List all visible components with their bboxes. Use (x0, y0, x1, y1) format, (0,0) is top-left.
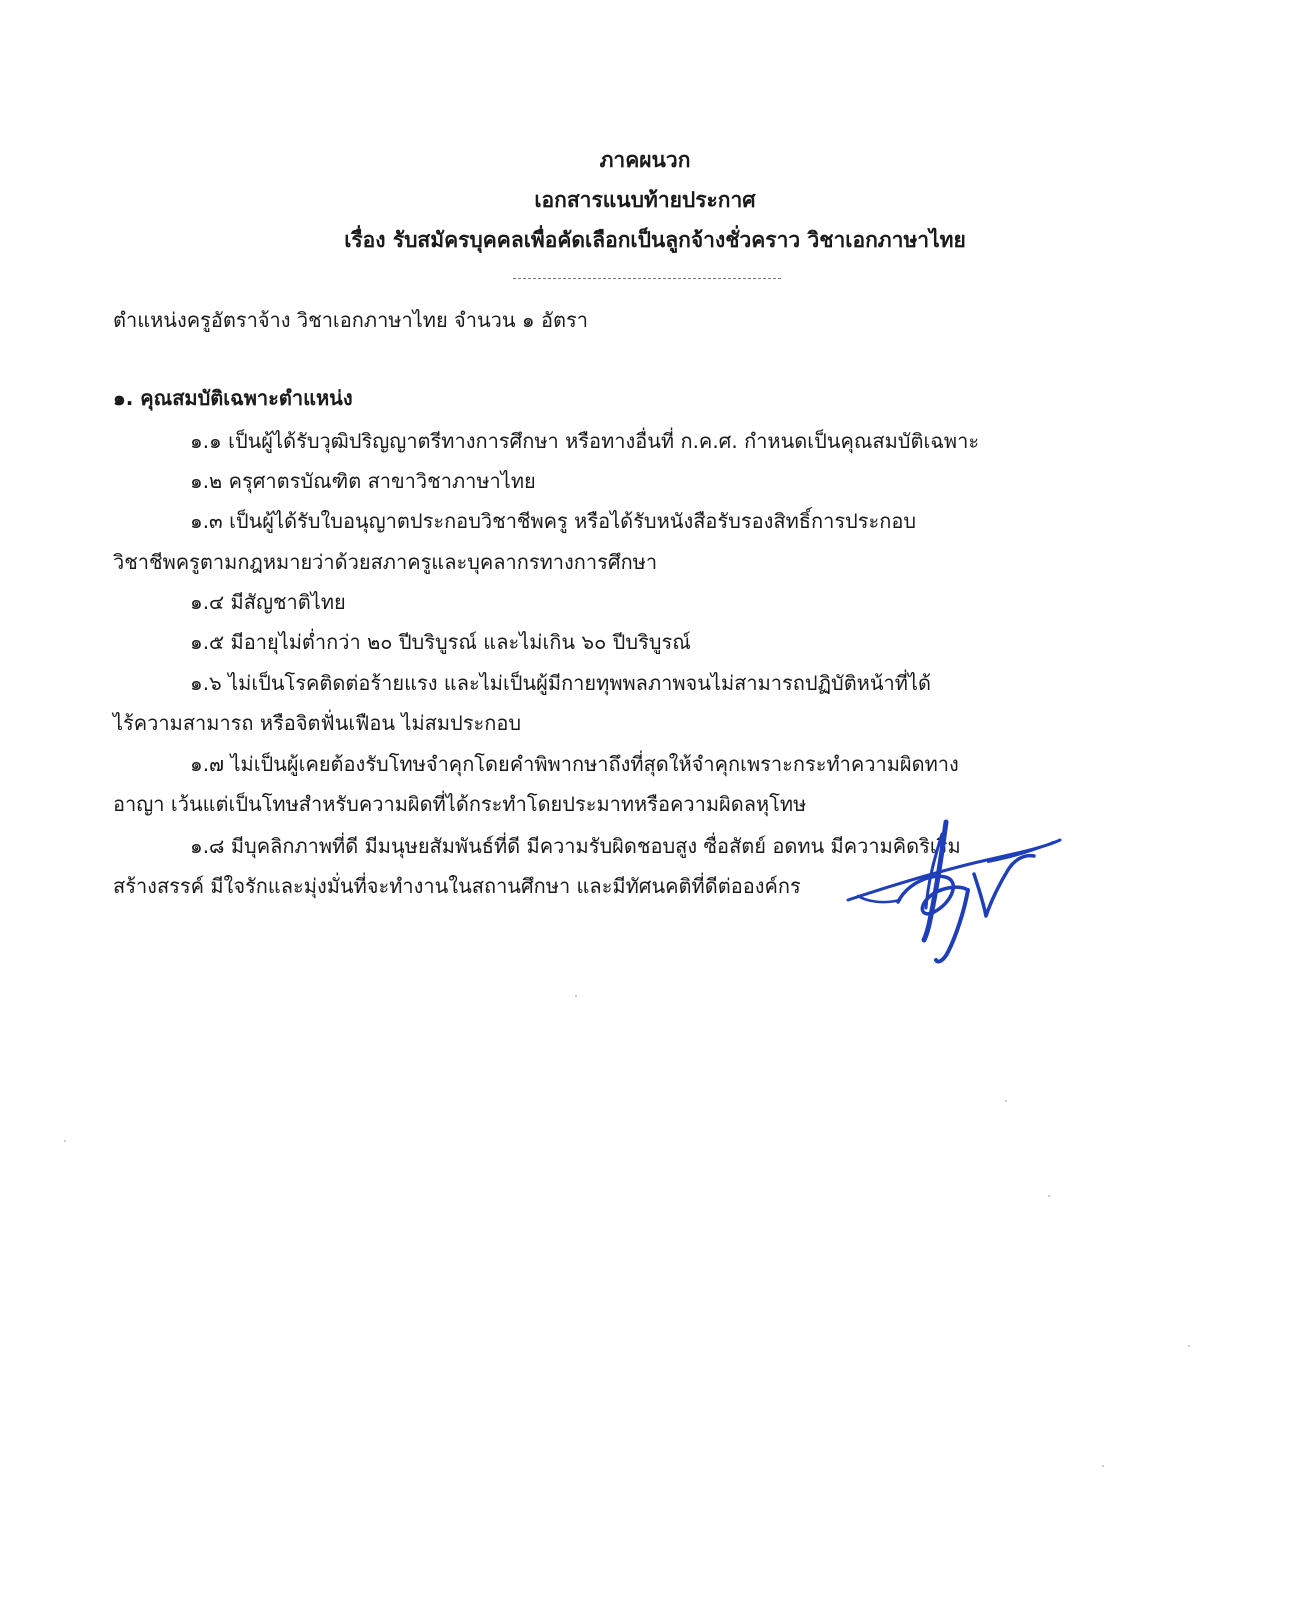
subject-heading: เรื่อง รับสมัครบุคคลเพื่อคัดเลือกเป็นลูกจ้างชั่วคราว วิชาเอกภาษาไทย (344, 228, 966, 252)
position-line: ตำแหน่งครูอัตราจ้าง วิชาเอกภาษาไทย จำนวน ๑ อัตรา (113, 308, 588, 332)
handwritten-signature (838, 812, 1068, 972)
appendix-heading: ภาคผนวก (599, 148, 691, 172)
qualification-1-8: ๑.๘ มีบุคลิกภาพที่ดี มีมนุษยสัมพันธ์ที่ดี มีความรับผิดชอบสูง ซื่อสัตย์ อดทน มีความคิดริเริ่ม (190, 834, 961, 858)
scan-speck (575, 995, 577, 997)
divider-rule (513, 278, 781, 279)
qualification-1-7-cont: อาญา เว้นแต่เป็นโทษสำหรับความผิดที่ได้กระทำโดยประมาทหรือความผิดลหุโทษ (113, 792, 807, 816)
qualification-1-1: ๑.๑ เป็นผู้ได้รับวุฒิปริญญาตรีทางการศึกษา หรือทางอื่นที่ ก.ค.ศ. กำหนดเป็นคุณสมบัติเฉพาะ (190, 429, 980, 453)
section-title: ๑. คุณสมบัติเฉพาะตำแหน่ง (113, 386, 353, 410)
qualification-1-6: ๑.๖ ไม่เป็นโรคติดต่อร้ายแรง และไม่เป็นผู้มีกายทุพพลภาพจนไม่สามารถปฏิบัติหน้าที่ได้ (190, 671, 931, 695)
scan-speck (1102, 1465, 1104, 1467)
qualification-1-8-cont: สร้างสรรค์ มีใจรักและมุ่งมั่นที่จะทำงานในสถานศึกษา และมีทัศนคติที่ดีต่อองค์กร (113, 874, 801, 898)
scan-speck (1188, 1345, 1190, 1347)
qualification-1-3-cont: วิชาชีพครูตามกฎหมายว่าด้วยสภาครูและบุคลากรทางการศึกษา (113, 550, 658, 574)
qualification-1-3: ๑.๓ เป็นผู้ได้รับใบอนุญาตประกอบวิชาชีพครู หรือได้รับหนังสือรับรองสิทธิ์การประกอบ (190, 509, 917, 533)
qualification-1-6-cont: ไร้ความสามารถ หรือจิตฟั่นเฟือน ไม่สมประกอบ (113, 711, 522, 735)
scan-speck (1048, 1195, 1050, 1197)
scan-speck (1005, 1100, 1007, 1102)
qualification-1-5: ๑.๕ มีอายุไม่ต่ำกว่า ๒๐ ปีบริบูรณ์ และไม่เกิน ๖๐ ปีบริบูรณ์ (190, 630, 691, 654)
scan-speck (64, 1140, 66, 1142)
qualification-1-2: ๑.๒ ครุศาตรบัณฑิต สาขาวิชาภาษาไทย (190, 469, 536, 493)
attachment-heading: เอกสารแนบท้ายประกาศ (534, 188, 756, 212)
qualification-1-4: ๑.๔ มีสัญชาติไทย (190, 590, 346, 614)
qualification-1-7: ๑.๗ ไม่เป็นผู้เคยต้องรับโทษจำคุกโดยคำพิพากษาถึงที่สุดให้จำคุกเพราะกระทำความผิดทาง (190, 752, 959, 776)
